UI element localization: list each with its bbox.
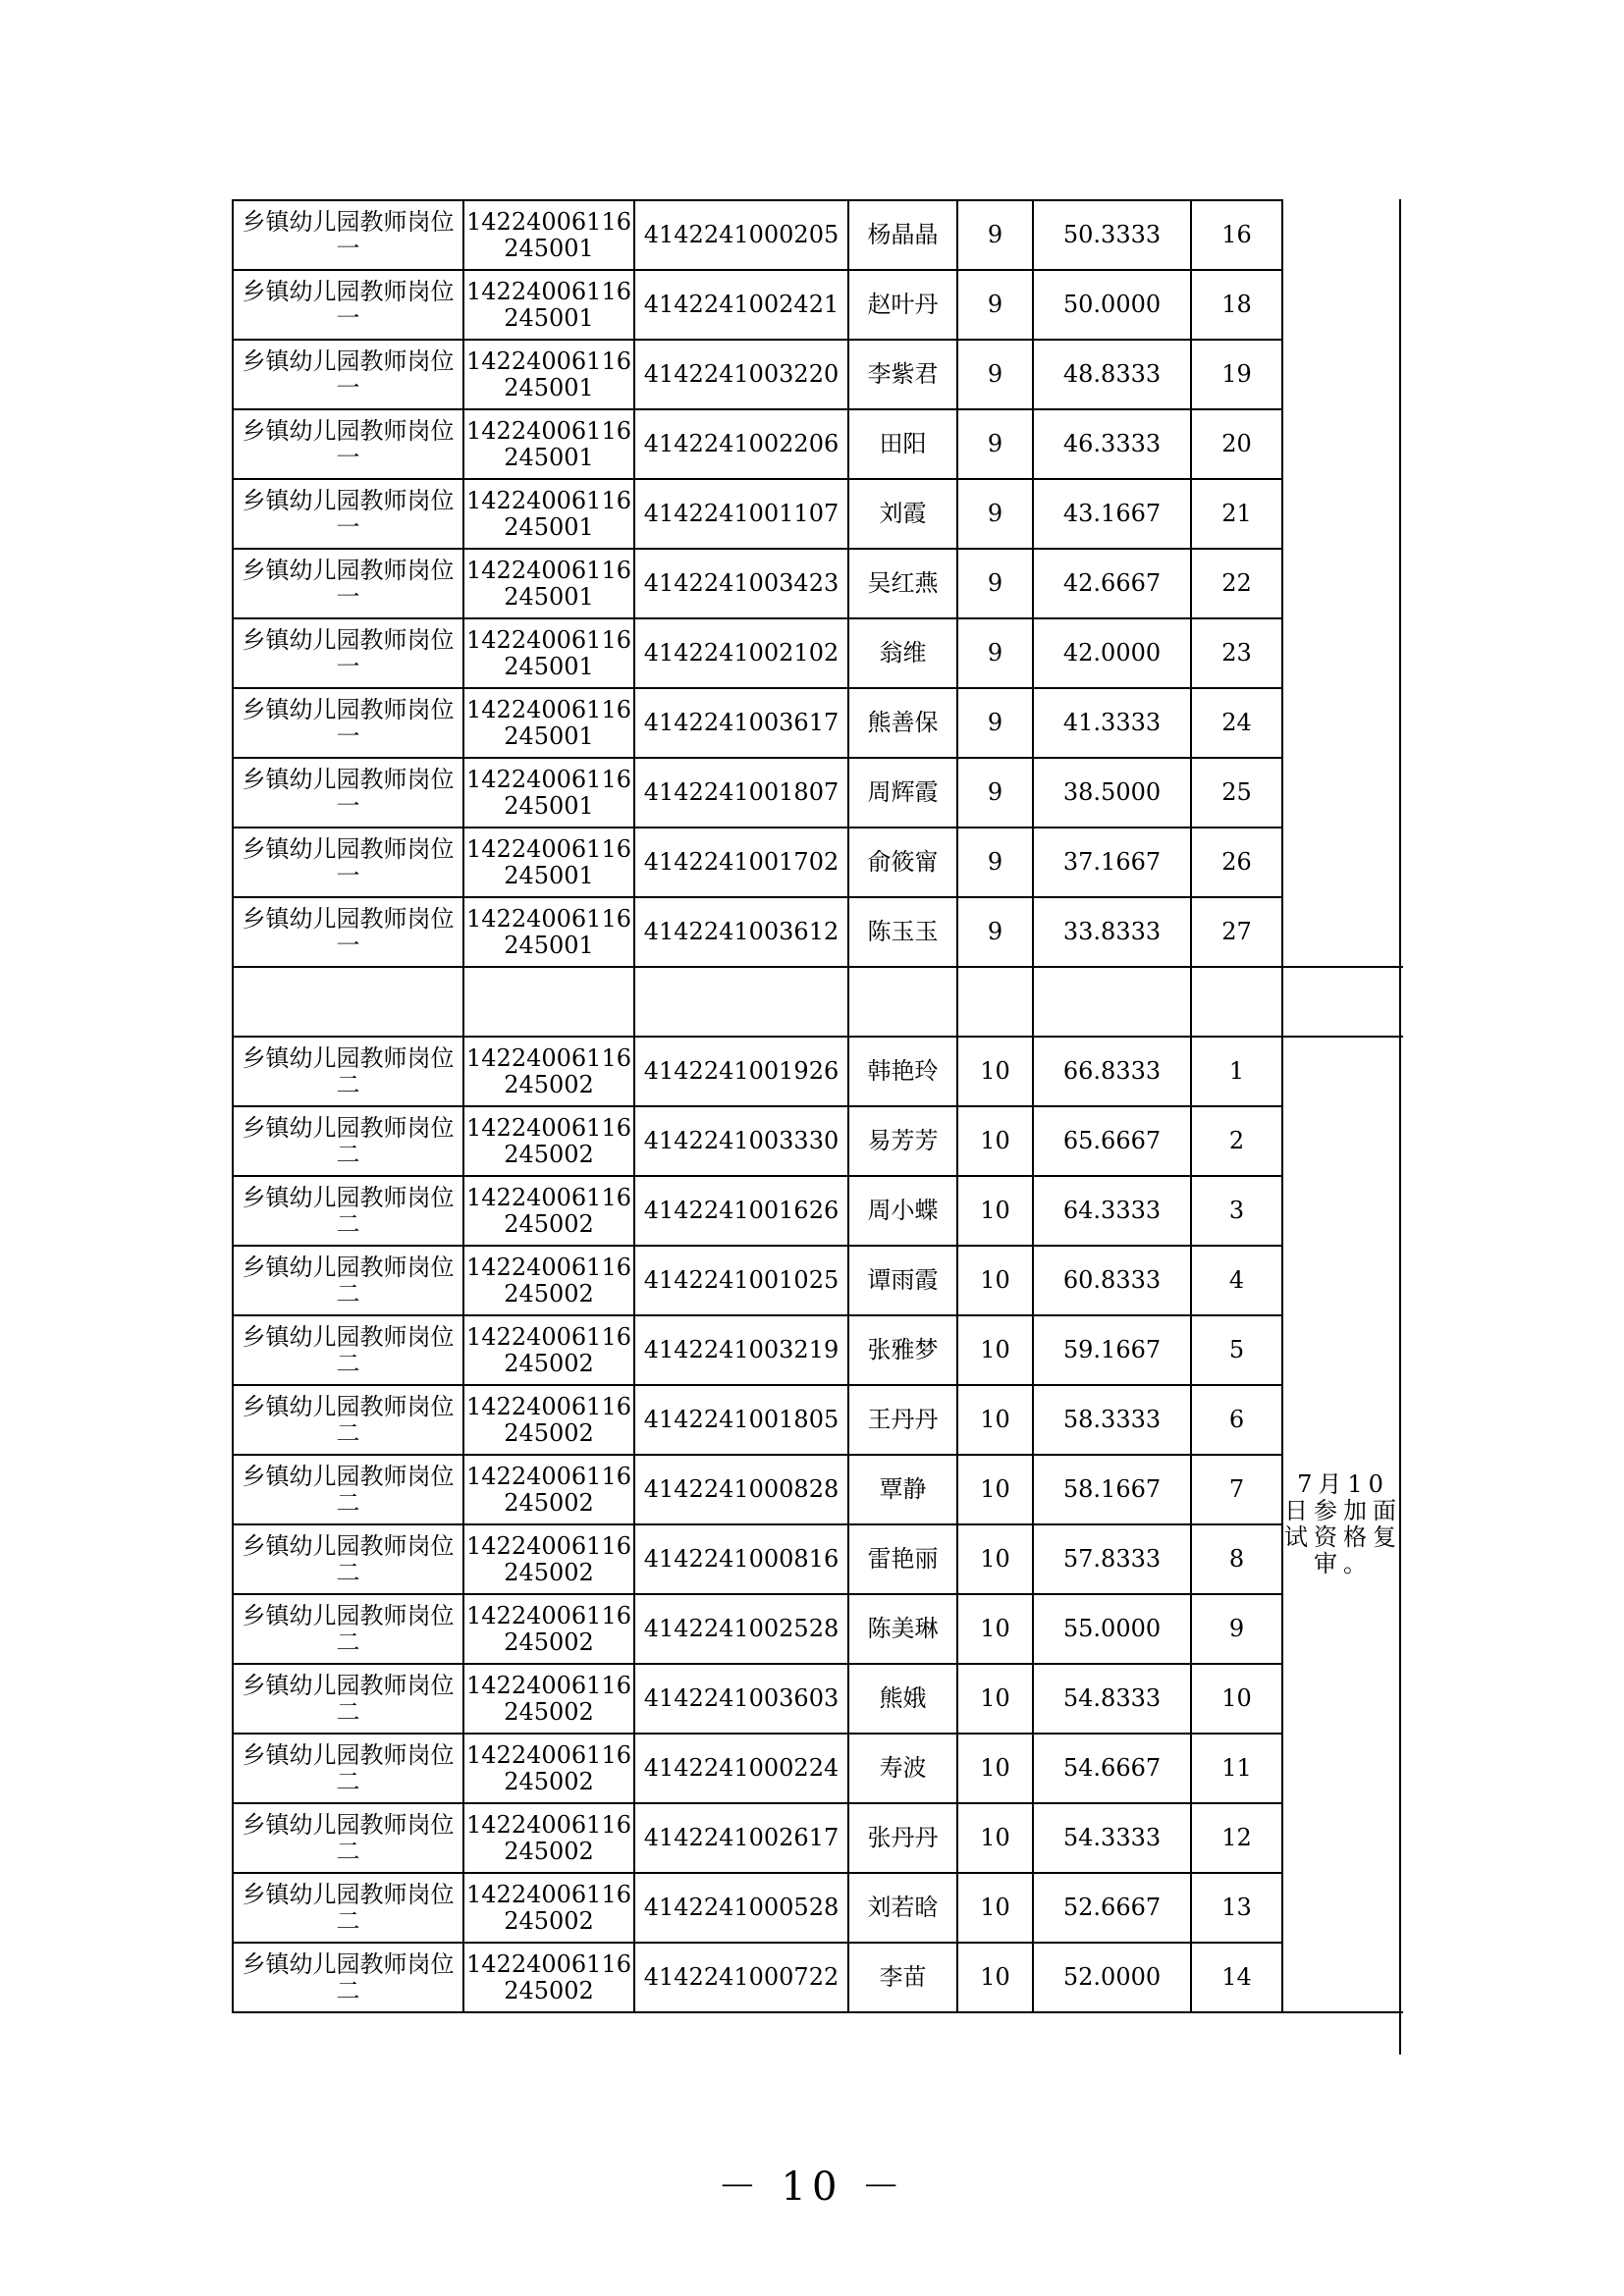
post-code-cell: 14224006116245001 bbox=[463, 409, 634, 479]
post-code-cell: 14224006116245002 bbox=[463, 1106, 634, 1176]
quota-cell: 10 bbox=[957, 1873, 1033, 1943]
post-code-cell: 14224006116245002 bbox=[463, 1037, 634, 1106]
rank-cell: 19 bbox=[1191, 340, 1282, 409]
quota-cell: 9 bbox=[957, 758, 1033, 828]
quota-cell: 10 bbox=[957, 1803, 1033, 1873]
score-cell: 54.8333 bbox=[1033, 1664, 1191, 1734]
candidate-name-cell: 田阳 bbox=[848, 409, 957, 479]
table-row bbox=[233, 549, 1403, 618]
position-cell: 乡镇幼儿园教师岗位一 bbox=[233, 479, 463, 549]
rank-cell: 2 bbox=[1191, 1106, 1282, 1176]
position-cell: 乡镇幼儿园教师岗位一 bbox=[233, 549, 463, 618]
exam-number-cell: 4142241001926 bbox=[634, 1037, 848, 1106]
position-cell: 乡镇幼儿园教师岗位一 bbox=[233, 409, 463, 479]
position-cell: 乡镇幼儿园教师岗位二 bbox=[233, 1943, 463, 2012]
candidate-name-cell: 赵叶丹 bbox=[848, 270, 957, 340]
quota-cell: 10 bbox=[957, 1106, 1033, 1176]
post-code-cell: 14224006116245002 bbox=[463, 1803, 634, 1873]
exam-number-cell: 4142241002206 bbox=[634, 409, 848, 479]
rank-cell: 5 bbox=[1191, 1315, 1282, 1385]
position-cell: 乡镇幼儿园教师岗位二 bbox=[233, 1524, 463, 1594]
position-cell: 乡镇幼儿园教师岗位二 bbox=[233, 1455, 463, 1524]
table-row bbox=[233, 618, 1403, 688]
quota-cell: 10 bbox=[957, 1943, 1033, 2012]
table-row bbox=[233, 270, 1403, 340]
table-row bbox=[233, 340, 1403, 409]
candidate-name-cell: 李苗 bbox=[848, 1943, 957, 2012]
candidate-name-cell: 刘若晗 bbox=[848, 1873, 957, 1943]
rank-cell: 10 bbox=[1191, 1664, 1282, 1734]
quota-cell: 10 bbox=[957, 1664, 1033, 1734]
exam-number-cell: 4142241002528 bbox=[634, 1594, 848, 1664]
candidate-name-cell: 熊善保 bbox=[848, 688, 957, 758]
candidate-name-cell: 谭雨霞 bbox=[848, 1246, 957, 1315]
post-code-cell: 14224006116245002 bbox=[463, 1664, 634, 1734]
exam-number-cell: 4142241003612 bbox=[634, 897, 848, 967]
exam-number-cell: 4142241003423 bbox=[634, 549, 848, 618]
quota-cell: 10 bbox=[957, 1315, 1033, 1385]
blank-cell bbox=[957, 967, 1033, 1037]
post-code-cell: 14224006116245002 bbox=[463, 1943, 634, 2012]
position-cell: 乡镇幼儿园教师岗位二 bbox=[233, 1385, 463, 1455]
exam-number-cell: 4142241000828 bbox=[634, 1455, 848, 1524]
table-row bbox=[233, 1803, 1403, 1873]
remark-cell-empty bbox=[1282, 200, 1403, 967]
candidate-name-cell: 周小蝶 bbox=[848, 1176, 957, 1246]
post-code-cell: 14224006116245002 bbox=[463, 1315, 634, 1385]
table-row bbox=[233, 1734, 1403, 1803]
table-row bbox=[233, 897, 1403, 967]
table-row bbox=[233, 1455, 1403, 1524]
candidate-name-cell: 熊娥 bbox=[848, 1664, 957, 1734]
score-cell: 58.1667 bbox=[1033, 1455, 1191, 1524]
position-cell: 乡镇幼儿园教师岗位二 bbox=[233, 1315, 463, 1385]
rank-cell: 6 bbox=[1191, 1385, 1282, 1455]
candidate-name-cell: 易芳芳 bbox=[848, 1106, 957, 1176]
candidate-name-cell: 张丹丹 bbox=[848, 1803, 957, 1873]
exam-number-cell: 4142241003330 bbox=[634, 1106, 848, 1176]
score-cell: 33.8333 bbox=[1033, 897, 1191, 967]
score-cell: 37.1667 bbox=[1033, 828, 1191, 897]
results-table bbox=[232, 199, 1403, 2013]
exam-number-cell: 4142241001107 bbox=[634, 479, 848, 549]
position-cell: 乡镇幼儿园教师岗位二 bbox=[233, 1037, 463, 1106]
position-cell: 乡镇幼儿园教师岗位二 bbox=[233, 1246, 463, 1315]
rank-cell: 12 bbox=[1191, 1803, 1282, 1873]
score-cell: 54.6667 bbox=[1033, 1734, 1191, 1803]
post-code-cell: 14224006116245002 bbox=[463, 1524, 634, 1594]
position-cell: 乡镇幼儿园教师岗位二 bbox=[233, 1594, 463, 1664]
candidate-name-cell: 刘霞 bbox=[848, 479, 957, 549]
post-code-cell: 14224006116245001 bbox=[463, 758, 634, 828]
rank-cell: 13 bbox=[1191, 1873, 1282, 1943]
table-row bbox=[233, 828, 1403, 897]
table-row bbox=[233, 1315, 1403, 1385]
score-cell: 66.8333 bbox=[1033, 1037, 1191, 1106]
table-body bbox=[233, 200, 1403, 2012]
quota-cell: 9 bbox=[957, 828, 1033, 897]
exam-number-cell: 4142241000205 bbox=[634, 200, 848, 270]
position-cell: 乡镇幼儿园教师岗位二 bbox=[233, 1106, 463, 1176]
rank-cell: 24 bbox=[1191, 688, 1282, 758]
score-cell: 64.3333 bbox=[1033, 1176, 1191, 1246]
score-cell: 57.8333 bbox=[1033, 1524, 1191, 1594]
exam-number-cell: 4142241000224 bbox=[634, 1734, 848, 1803]
position-cell: 乡镇幼儿园教师岗位一 bbox=[233, 897, 463, 967]
candidate-name-cell: 李紫君 bbox=[848, 340, 957, 409]
blank-cell bbox=[848, 967, 957, 1037]
score-cell: 50.3333 bbox=[1033, 200, 1191, 270]
score-cell: 43.1667 bbox=[1033, 479, 1191, 549]
score-cell: 50.0000 bbox=[1033, 270, 1191, 340]
candidate-name-cell: 韩艳玲 bbox=[848, 1037, 957, 1106]
post-code-cell: 14224006116245001 bbox=[463, 618, 634, 688]
candidate-name-cell: 雷艳丽 bbox=[848, 1524, 957, 1594]
blank-cell bbox=[233, 967, 463, 1037]
rank-cell: 16 bbox=[1191, 200, 1282, 270]
rank-cell: 3 bbox=[1191, 1176, 1282, 1246]
quota-cell: 9 bbox=[957, 549, 1033, 618]
candidate-name-cell: 俞筱甯 bbox=[848, 828, 957, 897]
post-code-cell: 14224006116245002 bbox=[463, 1176, 634, 1246]
quota-cell: 9 bbox=[957, 340, 1033, 409]
quota-cell: 9 bbox=[957, 270, 1033, 340]
rank-cell: 4 bbox=[1191, 1246, 1282, 1315]
score-cell: 59.1667 bbox=[1033, 1315, 1191, 1385]
post-code-cell: 14224006116245002 bbox=[463, 1873, 634, 1943]
candidate-name-cell: 王丹丹 bbox=[848, 1385, 957, 1455]
page-number: － 10 － bbox=[717, 2164, 907, 2210]
exam-number-cell: 4142241001025 bbox=[634, 1246, 848, 1315]
exam-number-cell: 4142241003617 bbox=[634, 688, 848, 758]
blank-cell bbox=[1191, 967, 1282, 1037]
candidate-name-cell: 吴红燕 bbox=[848, 549, 957, 618]
table-row bbox=[233, 1037, 1403, 1106]
score-cell: 54.3333 bbox=[1033, 1803, 1191, 1873]
post-code-cell: 14224006116245001 bbox=[463, 479, 634, 549]
rank-cell: 21 bbox=[1191, 479, 1282, 549]
table-row bbox=[233, 688, 1403, 758]
position-cell: 乡镇幼儿园教师岗位一 bbox=[233, 618, 463, 688]
exam-number-cell: 4142241001807 bbox=[634, 758, 848, 828]
position-cell: 乡镇幼儿园教师岗位二 bbox=[233, 1176, 463, 1246]
blank-cell bbox=[1282, 967, 1403, 1037]
rank-cell: 14 bbox=[1191, 1943, 1282, 2012]
candidate-name-cell: 张雅梦 bbox=[848, 1315, 957, 1385]
table-row bbox=[233, 758, 1403, 828]
post-code-cell: 14224006116245002 bbox=[463, 1246, 634, 1315]
blank-separator-row bbox=[233, 967, 1403, 1037]
exam-number-cell: 4142241002102 bbox=[634, 618, 848, 688]
rank-cell: 7 bbox=[1191, 1455, 1282, 1524]
exam-number-cell: 4142241003219 bbox=[634, 1315, 848, 1385]
table-row bbox=[233, 1873, 1403, 1943]
quota-cell: 9 bbox=[957, 688, 1033, 758]
rank-cell: 25 bbox=[1191, 758, 1282, 828]
quota-cell: 9 bbox=[957, 200, 1033, 270]
position-cell: 乡镇幼儿园教师岗位一 bbox=[233, 688, 463, 758]
position-cell: 乡镇幼儿园教师岗位一 bbox=[233, 200, 463, 270]
quota-cell: 10 bbox=[957, 1594, 1033, 1664]
candidate-name-cell: 陈玉玉 bbox=[848, 897, 957, 967]
candidate-name-cell: 周辉霞 bbox=[848, 758, 957, 828]
table-row bbox=[233, 1664, 1403, 1734]
exam-number-cell: 4142241002421 bbox=[634, 270, 848, 340]
blank-cell bbox=[463, 967, 634, 1037]
post-code-cell: 14224006116245001 bbox=[463, 270, 634, 340]
position-cell: 乡镇幼儿园教师岗位二 bbox=[233, 1873, 463, 1943]
score-cell: 52.0000 bbox=[1033, 1943, 1191, 2012]
rank-cell: 27 bbox=[1191, 897, 1282, 967]
exam-number-cell: 4142241003220 bbox=[634, 340, 848, 409]
exam-number-cell: 4142241002617 bbox=[634, 1803, 848, 1873]
score-cell: 38.5000 bbox=[1033, 758, 1191, 828]
score-cell: 55.0000 bbox=[1033, 1594, 1191, 1664]
blank-cell bbox=[1033, 967, 1191, 1037]
rank-cell: 1 bbox=[1191, 1037, 1282, 1106]
rank-cell: 8 bbox=[1191, 1524, 1282, 1594]
candidate-name-cell: 杨晶晶 bbox=[848, 200, 957, 270]
table-row bbox=[233, 1385, 1403, 1455]
score-cell: 42.6667 bbox=[1033, 549, 1191, 618]
table-row bbox=[233, 1943, 1403, 2012]
quota-cell: 9 bbox=[957, 618, 1033, 688]
rank-cell: 9 bbox=[1191, 1594, 1282, 1664]
position-cell: 乡镇幼儿园教师岗位一 bbox=[233, 758, 463, 828]
candidate-name-cell: 覃静 bbox=[848, 1455, 957, 1524]
post-code-cell: 14224006116245001 bbox=[463, 688, 634, 758]
table-row bbox=[233, 1246, 1403, 1315]
quota-cell: 10 bbox=[957, 1385, 1033, 1455]
candidate-name-cell: 陈美琳 bbox=[848, 1594, 957, 1664]
exam-number-cell: 4142241001702 bbox=[634, 828, 848, 897]
score-cell: 58.3333 bbox=[1033, 1385, 1191, 1455]
position-cell: 乡镇幼儿园教师岗位二 bbox=[233, 1734, 463, 1803]
score-cell: 60.8333 bbox=[1033, 1246, 1191, 1315]
position-cell: 乡镇幼儿园教师岗位二 bbox=[233, 1803, 463, 1873]
score-cell: 65.6667 bbox=[1033, 1106, 1191, 1176]
position-cell: 乡镇幼儿园教师岗位一 bbox=[233, 828, 463, 897]
score-cell: 41.3333 bbox=[1033, 688, 1191, 758]
quota-cell: 10 bbox=[957, 1455, 1033, 1524]
exam-number-cell: 4142241000816 bbox=[634, 1524, 848, 1594]
post-code-cell: 14224006116245002 bbox=[463, 1734, 634, 1803]
score-cell: 48.8333 bbox=[1033, 340, 1191, 409]
blank-cell bbox=[634, 967, 848, 1037]
quota-cell: 9 bbox=[957, 409, 1033, 479]
post-code-cell: 14224006116245001 bbox=[463, 828, 634, 897]
post-code-cell: 14224006116245002 bbox=[463, 1455, 634, 1524]
table-row bbox=[233, 479, 1403, 549]
post-code-cell: 14224006116245002 bbox=[463, 1385, 634, 1455]
exam-number-cell: 4142241001805 bbox=[634, 1385, 848, 1455]
position-cell: 乡镇幼儿园教师岗位二 bbox=[233, 1664, 463, 1734]
rank-cell: 20 bbox=[1191, 409, 1282, 479]
post-code-cell: 14224006116245001 bbox=[463, 549, 634, 618]
post-code-cell: 14224006116245001 bbox=[463, 340, 634, 409]
table-row bbox=[233, 1176, 1403, 1246]
position-cell: 乡镇幼儿园教师岗位一 bbox=[233, 340, 463, 409]
score-cell: 52.6667 bbox=[1033, 1873, 1191, 1943]
table-row bbox=[233, 200, 1403, 270]
quota-cell: 10 bbox=[957, 1176, 1033, 1246]
rank-cell: 11 bbox=[1191, 1734, 1282, 1803]
post-code-cell: 14224006116245001 bbox=[463, 200, 634, 270]
post-code-cell: 14224006116245002 bbox=[463, 1594, 634, 1664]
rank-cell: 22 bbox=[1191, 549, 1282, 618]
exam-number-cell: 4142241000722 bbox=[634, 1943, 848, 2012]
table-row bbox=[233, 1524, 1403, 1594]
candidate-name-cell: 翁维 bbox=[848, 618, 957, 688]
remark-cell: 7月10日参加面试资格复审。 bbox=[1282, 1037, 1403, 2012]
table-row bbox=[233, 1106, 1403, 1176]
rank-cell: 18 bbox=[1191, 270, 1282, 340]
table-row bbox=[233, 1594, 1403, 1664]
rank-cell: 26 bbox=[1191, 828, 1282, 897]
exam-number-cell: 4142241003603 bbox=[634, 1664, 848, 1734]
rank-cell: 23 bbox=[1191, 618, 1282, 688]
table-right-border bbox=[1399, 199, 1401, 2055]
score-cell: 46.3333 bbox=[1033, 409, 1191, 479]
quota-cell: 9 bbox=[957, 479, 1033, 549]
exam-number-cell: 4142241000528 bbox=[634, 1873, 848, 1943]
exam-number-cell: 4142241001626 bbox=[634, 1176, 848, 1246]
post-code-cell: 14224006116245001 bbox=[463, 897, 634, 967]
position-cell: 乡镇幼儿园教师岗位一 bbox=[233, 270, 463, 340]
quota-cell: 9 bbox=[957, 897, 1033, 967]
quota-cell: 10 bbox=[957, 1524, 1033, 1594]
quota-cell: 10 bbox=[957, 1037, 1033, 1106]
quota-cell: 10 bbox=[957, 1246, 1033, 1315]
table-row bbox=[233, 409, 1403, 479]
score-cell: 42.0000 bbox=[1033, 618, 1191, 688]
quota-cell: 10 bbox=[957, 1734, 1033, 1803]
candidate-name-cell: 寿波 bbox=[848, 1734, 957, 1803]
